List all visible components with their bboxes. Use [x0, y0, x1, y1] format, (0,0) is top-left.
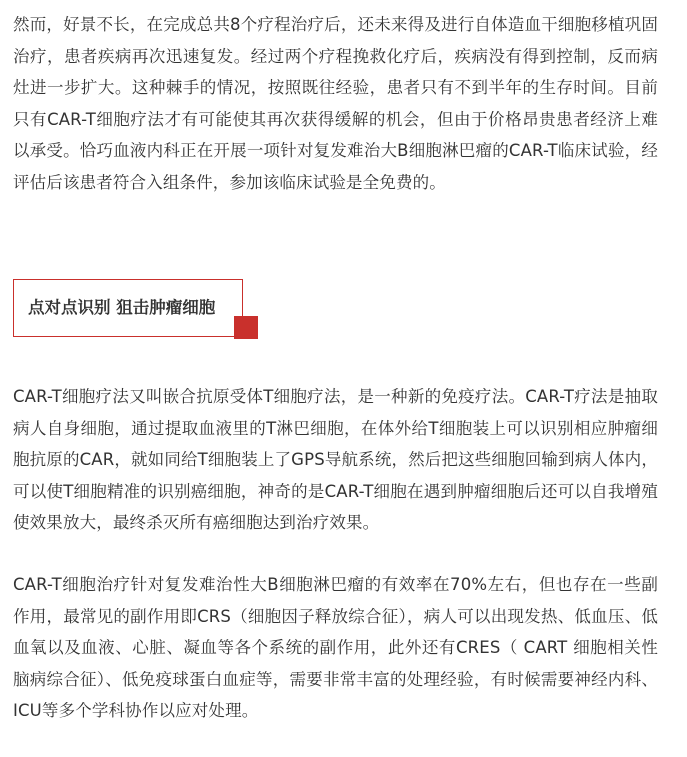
paragraph-side-effects: CAR-T细胞治疗针对复发难治性大B细胞淋巴瘤的有效率在70%左右，但也存在一些副作用，最常见的副作用即CRS（细胞因子释放综合征），病人可以出现发热、低血压、低血氧以及血液、心脏、凝血等各个系统的副作用，此外还有CRES（ CART 细胞相关性脑病综合征）、低免疫球蛋白血症等，需要非常丰富的处理经验，有时候需要神经内科、ICU等多个学科协作以应对处理。	[13, 575, 658, 720]
paragraph-relapse: 然而，好景不长，在完成总共8个疗程治疗后，还未来得及进行自体造血干细胞移植巩固治疗，患者疾病再次迅速复发。经过两个疗程挽救化疗后，疾病没有得到控制，反而病灶进一步扩大。这种棘手的情况，按照既往经验，患者只有不到半年的生存时间。目前只有CAR-T细胞疗法才有可能使其再次获得缓解的机会，但由于价格昂贵患者经济上难以承受。恰巧血液内科正在开展一项针对复发难治大B细胞淋巴瘤的CAR-T临床试验，经评估后该患者符合入组条件，参加该临床试验是全免费的。	[13, 15, 658, 192]
section-heading: 点对点识别 狙击肿瘤细胞	[28, 298, 216, 317]
section-heading-box	[13, 279, 243, 337]
paragraph-car-t-intro: CAR-T细胞疗法又叫嵌合抗原受体T细胞疗法，是一种新的免疫疗法。CAR-T疗法是抽取病人自身细胞，通过提取血液里的T淋巴细胞，在体外给T细胞装上可以识别相应肿瘤细胞抗原的CAR，就如同给T细胞装上了GPS导航系统，然后把这些细胞回输到病人体内，可以使T细胞精准的识别癌细胞，神奇的是CAR-T细胞在遇到肿瘤细胞后还可以自我增殖使效果放大，最终杀灭所有癌细胞达到治疗效果。	[13, 387, 658, 532]
section-heading-corner-decoration	[234, 316, 258, 339]
